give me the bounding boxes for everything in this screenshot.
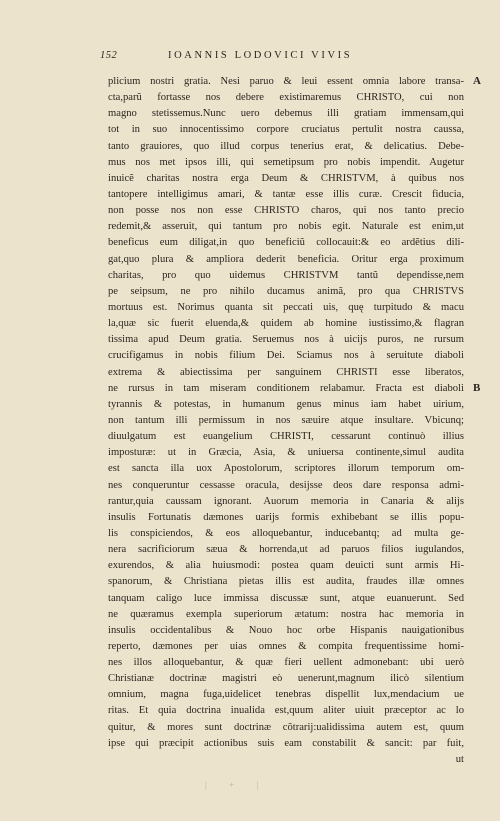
- text-line: ipse qui præcipit actionibus suis eam constabilit & sancit: par fuit,: [108, 737, 464, 749]
- text-line: redemit,& asseruit, qui tantum pro nobis egit. Naturale est enim,ut: [108, 221, 464, 233]
- text-line: mus nos met ipsos illi, qui semetipsum pro nobis impendit. Augetur: [108, 156, 464, 168]
- margin-letter-a: A: [473, 75, 481, 87]
- text-line: non posse nos non esse CHRISTO charos, qui nos tanto precio: [108, 205, 464, 217]
- text-line: tissima apud Deum gratia. Seruemus nos à uicijs puros, ne rursum: [108, 334, 464, 346]
- text-line: inuicẽ charitas nostra erga Deum & CHRISTVM, à quibus nos: [108, 172, 464, 184]
- text-line: ne quæramus exempla superiorum ætatum: nostra hac memoria in: [108, 608, 464, 620]
- text-line: nera sacrificiorum sæua & horrenda,ut ad paruos filios iugulandos,: [108, 544, 464, 556]
- text-line: tantopere intelligimus amari, & tantæ esse illis curæ. Crescit fiducia,: [108, 188, 464, 200]
- catchword: ut: [455, 753, 464, 765]
- text-line: tyrannis & potestas, in humanum genus minus iam habet uirium,: [108, 398, 464, 410]
- text-line: rantur,quia caussam ignorant. Auorum memoria in Canaria & alijs: [108, 495, 464, 507]
- text-line: omnium, magna fuga,uidelicet tenebras dispellit lux,mendacium ue: [108, 689, 464, 701]
- text-line: nes conqueruntur cessasse oracula, desijsse deos dare responsa admi-: [108, 479, 464, 491]
- text-line: Christianæ doctrinæ magistri eò uenerunt,magnum ilicò silentium: [108, 673, 464, 685]
- text-line: spanorum, & Christiana pietas illis est audita, fraudes illæ omnes: [108, 576, 464, 588]
- text-line: pe seipsum, ne pro nihilo ducamus animã, pro qua CHRISTVS: [108, 285, 464, 297]
- text-line: la,quæ sic fuerit eluenda,& quidem ab homine iustissimo,& flagran: [108, 318, 464, 330]
- text-line: crucifigamus in nobis filium Dei. Sciamus nos à seruitute diaboli: [108, 350, 464, 362]
- text-line: diuulgatum est euangelium CHRISTI, cessarunt continuò illius: [108, 431, 464, 443]
- text-line: ritas. Et quia doctrina inualida est,quum aliter uiuit præceptor ac lo: [108, 705, 464, 717]
- text-line: quitur, & mores sunt doctrinæ cõtrarij:ualidissima autem est, quum: [108, 721, 464, 733]
- text-line: est sancta illa uox Apostolorum, scriptores illorum temporum om-: [108, 463, 464, 475]
- text-line: cta,parũ fortasse nos debere existimaremus CHRISTO, cui non: [108, 92, 464, 104]
- text-line: plicium nostri gratia. Nesi paruo & leui essent omnia labore transa-: [108, 76, 464, 87]
- text-line: extrema & abiectissima per sanguinem CHRISTI esse liberatos,: [108, 366, 464, 378]
- body-text: [108, 74, 464, 768]
- text-line: nes illos alloquebantur, & quæ fieri uellent admonebant: ubi uerò: [108, 657, 464, 669]
- running-title: IOANNIS LODOVICI VIVIS: [168, 50, 353, 61]
- text-line: charitas, pro quo uidemus CHRISTVM tantũ dependisse,nem: [108, 269, 464, 281]
- text-line: tot in suo innocentissimo corpore cruciatus pertulit nostra caussa,: [108, 124, 464, 136]
- page-header: [100, 50, 440, 66]
- text-line: lis conspiciendos, & eos alloquebantur, inducebantq; ad multa ge-: [108, 527, 464, 539]
- text-line: tanto grauiores, quo illud corpus tenerius erat, & delicatius. Debe-: [108, 140, 464, 152]
- margin-letter-b: B: [473, 382, 481, 394]
- text-line: insulis Fortunatis dæmones uarijs formis exhibebant se illis popu-: [108, 511, 464, 523]
- text-line: reperto, dæmones per uias omnes & compita frequentissime homi-: [108, 640, 464, 652]
- text-line: ne rursus in tam miseram conditionem relabamur. Fracta est diaboli: [108, 382, 464, 394]
- text-line: exurendos, & alia huiusmodi: postea quam deuicti sunt armis Hi-: [108, 560, 464, 572]
- text-line: beneficus eum diligat,in quo beneficiũ collocauit:& eo ardẽtius dili-: [108, 237, 464, 249]
- page-number: 152: [100, 50, 118, 61]
- footer-marks: | + |: [205, 780, 269, 790]
- text-line: tanquam caligo luce immissa discussæ sunt, atque euanuerunt. Sed: [108, 592, 464, 604]
- text-line: magno stetissemus.Nunc uero debemus illi gratiam immensam,qui: [108, 108, 464, 120]
- text-line: mortuus est. Norimus quanta sit peccati uis, quę turpitudo & macu: [108, 301, 464, 313]
- text-line: non tantum illi permissum in nos sæuire atque insultare. Vbicunq;: [108, 414, 464, 426]
- text-line: imposturæ: ut in Græcia, Asia, & uniuersa continente,simul audita: [108, 447, 464, 459]
- text-line: insulis occidentalibus & Nouo hoc orbe Hispanis nauigationibus: [108, 624, 464, 636]
- text-line: gat,quo plura & ampliora dederit beneficia. Oritur erga proximum: [108, 253, 464, 265]
